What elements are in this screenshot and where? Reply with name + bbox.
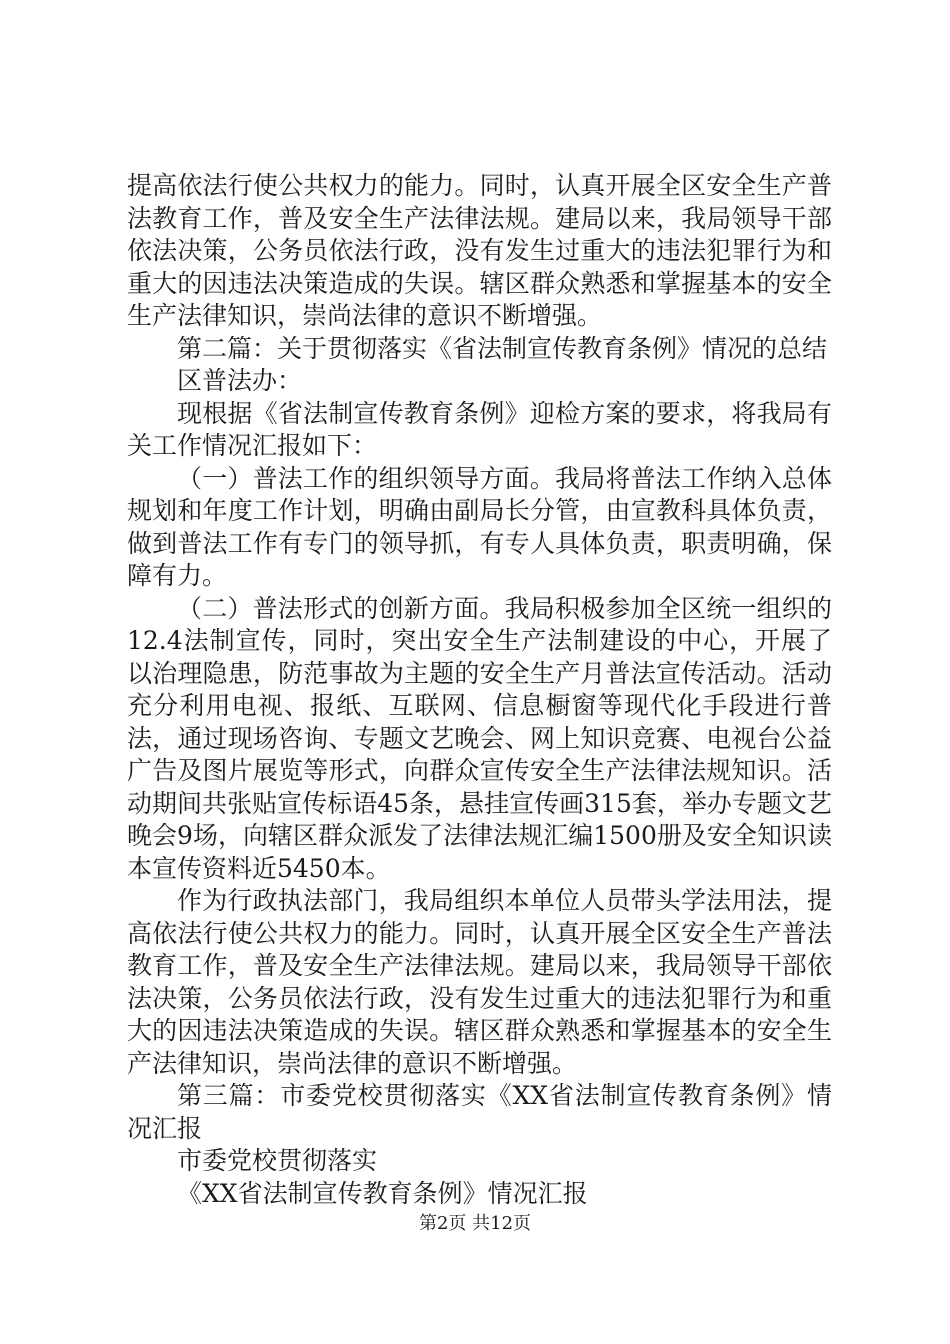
paragraph-item-one: （一）普法工作的组织领导方面。我局将普法工作纳入总体规划和年度工作计划，明确由副局长分管，由宣教科具体负责，做到普法工作有专门的领导抓，有专人具体负责，职责明确，保障有力。	[127, 463, 832, 590]
paragraph-item-two: （二）普法形式的创新方面。我局积极参加全区统一组织的12.4法制宣传，同时，突出安全生产法制建设的中心，开展了以治理隐患，防范事故为主题的安全生产月普法宣传活动。活动充分利用电视、报纸、互联网、信息橱窗等现代化手段进行普法，通过现场咨询、专题文艺晚会、网上知识竞赛、电视台公益广告及图片展览等形式，向群众宣传安全生产法律法规知识。活动期间共张贴宣传标语45条，悬挂宣传画315套，举办专题文艺晚会9场，向辖区群众派发了法律法规汇编1500册及安全知识读本宣传资料近5450本。	[127, 593, 832, 883]
section-heading-part-two: 第二篇：关于贯彻落实《省法制宣传教育条例》情况的总结	[177, 333, 828, 363]
section-heading-part-three: 第三篇：市委党校贯彻落实《XX省法制宣传教育条例》情况汇报	[127, 1081, 832, 1143]
document-body	[127, 170, 832, 1210]
report-title-line-two: 《XX省法制宣传教育条例》情况汇报	[177, 1178, 588, 1208]
addressee-line: 区普法办：	[177, 366, 303, 395]
paragraph-continuation: 提高依法行使公共权力的能力。同时，认真开展全区安全生产普法教育工作，普及安全生产法律法规。建局以来，我局领导干部依法决策，公务员依法行政，没有发生过重大的违法犯罪行为和重大的因违法决策造成的失误。辖区群众熟悉和掌握基本的安全生产法律知识，崇尚法律的意识不断增强。	[127, 171, 832, 330]
page-number-footer: 第2页 共12页	[418, 1213, 532, 1234]
paragraph-enforcement: 作为行政执法部门，我局组织本单位人员带头学法用法，提高依法行使公共权力的能力。同时，认真开展全区安全生产普法教育工作，普及安全生产法律法规。建局以来，我局领导干部依法决策，公务员依法行政，没有发生过重大的违法犯罪行为和重大的因违法决策造成的失误。辖区群众熟悉和掌握基本的安全生产法律知识，崇尚法律的意识不断增强。	[127, 886, 832, 1078]
report-title-line-one: 市委党校贯彻落实	[177, 1146, 378, 1175]
paragraph-intro: 现根据《省法制宣传教育条例》迎检方案的要求，将我局有关工作情况汇报如下：	[127, 398, 832, 460]
